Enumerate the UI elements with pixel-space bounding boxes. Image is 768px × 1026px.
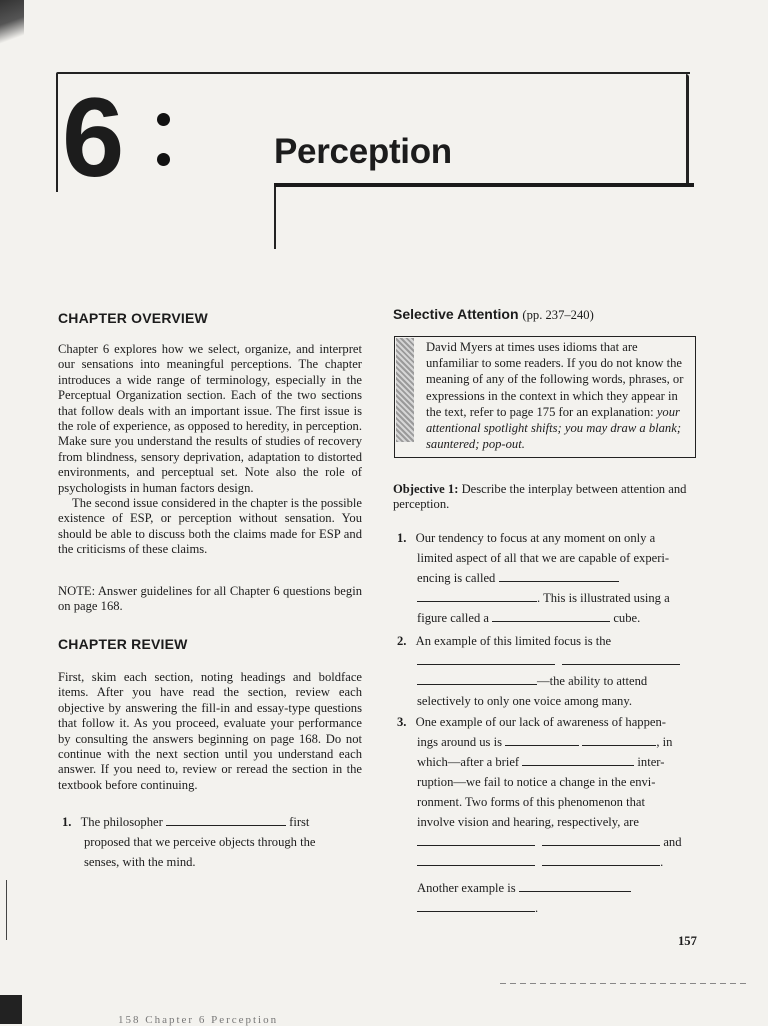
- question-text: The philosopher: [80, 815, 163, 829]
- fill-in-blank[interactable]: [505, 734, 579, 746]
- fill-in-blank[interactable]: [166, 814, 286, 826]
- question-text: Our tendency to focus at any moment on only a: [415, 531, 656, 545]
- question-text: ruption—we fail to notice a change in the envi-: [417, 775, 656, 789]
- objective-text: Describe the interplay between attention and perception.: [393, 482, 687, 512]
- fill-in-blank[interactable]: [522, 754, 634, 766]
- right-question-3: [397, 712, 697, 918]
- fill-in-blank[interactable]: [417, 673, 537, 685]
- fill-in-blank[interactable]: [542, 854, 660, 866]
- question-text: .: [660, 855, 664, 869]
- left-question-1: [62, 812, 362, 872]
- overview-heading: CHAPTER OVERVIEW: [58, 310, 208, 326]
- header-frame-top: [58, 72, 690, 74]
- scan-edge-line: [6, 880, 7, 940]
- right-question-1: [397, 528, 697, 628]
- answer-note: NOTE: Answer guidelines for all Chapter 6 questions begin on page 168.: [58, 584, 362, 614]
- idioms-box-stripe: [396, 338, 414, 442]
- question-number: 1.: [397, 531, 407, 545]
- question-text: inter-: [637, 755, 665, 769]
- colon-dot-top: [157, 113, 170, 126]
- question-text: senses, with the mind.: [84, 855, 196, 869]
- fill-in-blank[interactable]: [417, 900, 535, 912]
- question-text: .: [535, 901, 539, 915]
- question-text: proposed that we perceive objects through the: [84, 835, 316, 849]
- overview-paragraph-1: Chapter 6 explores how we select, organize, and interpret our sensations into meaningful perceptions. The chapter introduces a wide range of terminology, especially in the Perceptual Organization section. Each of the two sections that follow deals with an important issue. The first issue is the role of experience, as opposed to heredity, in perception. Make sure you understand the results of studies of recovery from blindness, sensory deprivation, adaptation to distorted environments, and perceptual set. Note also the role of psychologists in human factors design.: [58, 342, 362, 495]
- header-frame-vertical: [274, 187, 276, 249]
- chapter-title: Perception: [274, 132, 452, 171]
- overview-text: [58, 342, 362, 558]
- fill-in-blank[interactable]: [562, 653, 680, 665]
- fill-in-blank[interactable]: [417, 834, 535, 846]
- question-text: . This is illustrated using a: [537, 591, 670, 605]
- colon-dot-bottom: [157, 153, 170, 166]
- fill-in-blank[interactable]: [542, 834, 660, 846]
- fill-in-blank[interactable]: [417, 590, 537, 602]
- question-text: selectively to only one voice among many.: [417, 694, 632, 708]
- section-heading: [393, 306, 594, 323]
- question-text: which—after a brief: [417, 755, 520, 769]
- header-frame-right: [686, 74, 689, 186]
- fill-in-blank[interactable]: [492, 610, 610, 622]
- question-text: Another example is: [417, 881, 516, 895]
- question-text: first: [289, 815, 310, 829]
- idioms-list: your attentional spotlight shifts; you may draw a blank; sauntered; pop-out.: [426, 404, 682, 452]
- question-text: encing is called: [417, 571, 496, 585]
- review-intro: First, skim each section, noting headings and boldface items. After you have read the section, review each objective by answering the fill-in and essay-type questions that follow it. As you proceed, evaluate your performance by consulting the answers beginning on page 168. Do not continue with the next section until you understand each answer. If you need to, review or reread the section in the textbook before continuing.: [58, 670, 362, 792]
- question-text: , in: [656, 735, 673, 749]
- question-text: —the ability to attend: [537, 674, 648, 688]
- overview-paragraph-2: The second issue considered in the chapter is the possible existence of ESP, or perception without sensation. You should be able to discuss both the claims made for ESP and the criticisms of these claims.: [58, 496, 362, 557]
- fill-in-blank[interactable]: [582, 734, 656, 746]
- header-frame-left: [56, 72, 58, 192]
- scan-corner-shadow: [0, 0, 24, 54]
- question-number: 2.: [397, 634, 407, 648]
- question-text: One example of our lack of awareness of happen-: [415, 715, 666, 729]
- question-text: cube.: [613, 611, 641, 625]
- right-question-2: [397, 631, 697, 711]
- question-text: limited aspect of all that we are capable of experi-: [417, 551, 670, 565]
- fill-in-blank[interactable]: [417, 653, 555, 665]
- fill-in-blank[interactable]: [499, 570, 619, 582]
- fill-in-blank[interactable]: [519, 880, 631, 892]
- question-text: involve vision and hearing, respectively, are: [417, 815, 639, 829]
- idioms-text: [426, 339, 692, 452]
- question-text: ings around us is: [417, 735, 503, 749]
- section-title: Selective Attention: [393, 306, 519, 322]
- scan-bottom-mark: [0, 995, 22, 1024]
- question-text: and: [663, 835, 682, 849]
- chapter-number: 6: [62, 75, 125, 200]
- idioms-intro: David Myers at times uses idioms that are unfamiliar to some readers. If you do not know the meaning of any of the following words, phrases, or expressions in the context in which they appear in the text, refer to page 175 for an explanation:: [426, 340, 684, 419]
- question-text: ronment. Two forms of this phenomenon that: [417, 795, 645, 809]
- question-text: figure called a: [417, 611, 490, 625]
- question-number: 3.: [397, 715, 407, 729]
- question-text: An example of this limited focus is the: [415, 634, 612, 648]
- page-number: 157: [678, 934, 697, 948]
- header-frame-bottom-rule: [274, 183, 694, 187]
- next-page-header-fragment: 158 Chapter 6 Perception: [118, 1014, 279, 1026]
- review-heading: CHAPTER REVIEW: [58, 636, 188, 652]
- objective-1: [393, 482, 695, 513]
- objective-label: Objective 1:: [393, 482, 459, 496]
- section-pages: (pp. 237–240): [522, 308, 594, 322]
- scan-bottom-dashes: [500, 983, 750, 984]
- fill-in-blank[interactable]: [417, 854, 535, 866]
- question-number: 1.: [62, 815, 72, 829]
